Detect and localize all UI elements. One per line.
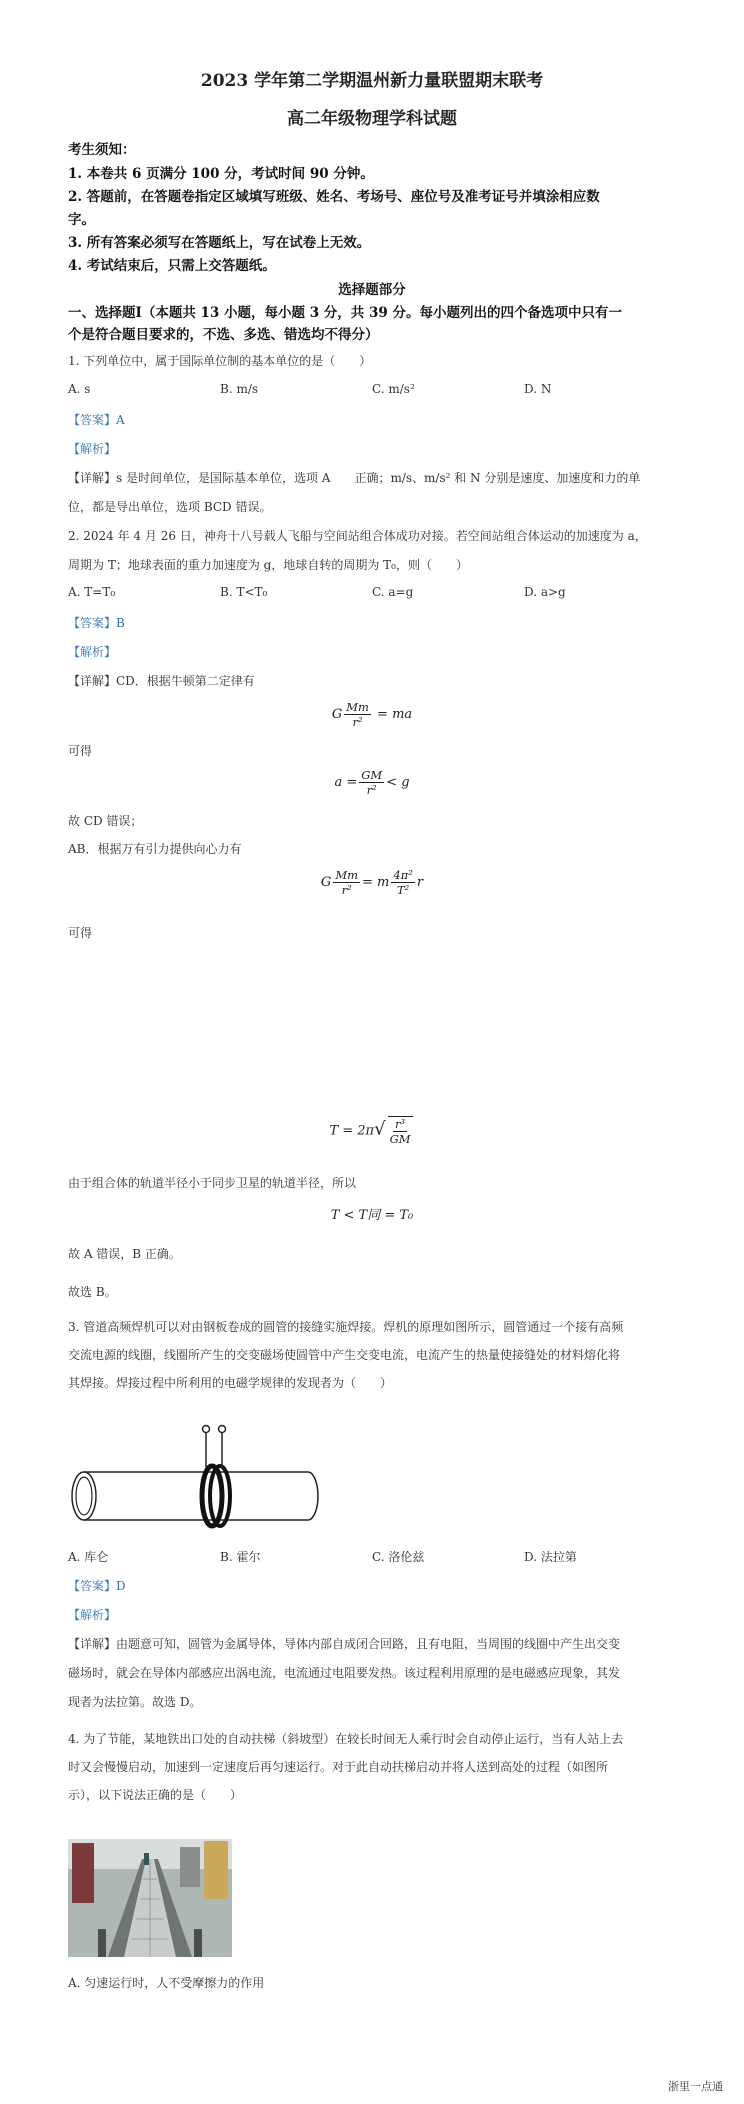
q4-stem: 4. 为了节能，某地铁出口处的自动扶梯（斜坡型）在较长时间无人乘行时会自动停止运行，当有人站上去: [68, 1732, 624, 1746]
q1-stem: 1. 下列单位中，属于国际单位制的基本单位的是（ ）: [68, 354, 372, 368]
q2-option-b: B. T<T₀: [220, 585, 268, 599]
q2-kede2: 可得: [68, 926, 93, 940]
equation-acceleration: a = $\frac{GM}{\text{r²}}$ < g: [334, 768, 410, 797]
equation-compare: T < T同 = T₀: [330, 1208, 414, 1223]
q3-stem-cont2: 其焊接。焊接过程中所利用的电磁学规律的发现者为（ ）: [68, 1376, 393, 1390]
q3-detail-cont: 磁场时，就会在导体内部感应出涡电流，电流通过电阻要发热。该过程利用原理的是电磁感应现象，其发: [68, 1666, 621, 1680]
q1-detail-cont: 位，都是导出单位，选项 BCD 错误。: [68, 500, 272, 514]
q1-analysis-tag: 【解析】: [68, 442, 117, 456]
q2-final: 故选 B。: [68, 1285, 117, 1299]
q2-stem: 2. 2024 年 4 月 26 日，神舟十八号载人飞船与空间站组合体成功对接。若空间站组合体运动的加速度为 a，: [68, 529, 647, 543]
q2-conclusion-ab: 故 A 错误，B 正确。: [68, 1247, 181, 1261]
q2-ab: AB．根据万有引力提供向心力有: [68, 842, 242, 856]
exam-title: 2023 学年第二学期温州新力量联盟期末联考: [200, 71, 544, 91]
footer-watermark: 浙里一点通: [668, 2080, 723, 2093]
q1-option-c: C. m/s²: [372, 382, 415, 396]
section-heading: 一、选择题Ⅰ（本题共 13 小题，每小题 3 分，共 39 分。每小题列出的四个备选项中只有一: [68, 305, 622, 321]
notice-item: 1. 本卷共 6 页满分 100 分，考试时间 90 分钟。: [68, 166, 374, 182]
q4-option-a: A. 匀速运行时，人不受摩擦力的作用: [68, 1976, 265, 1990]
notice-item: 3. 所有答案必须写在答题纸上，写在试卷上无效。: [68, 235, 371, 251]
escalator-photo: [68, 1839, 232, 1957]
q2-conclusion-cd: 故 CD 错误；: [68, 814, 143, 828]
q2-option-c: C. a=g: [372, 585, 414, 599]
notice-item: 2. 答题前，在答题卷指定区域填写班级、姓名、考场号、座位号及准考证号并填涂相应数: [68, 189, 600, 205]
section-heading-cont: 个是符合题目要求的，不选、多选、错选均不得分）: [68, 327, 379, 343]
q2-option-a: A. T=T₀: [68, 585, 116, 599]
q3-analysis-tag: 【解析】: [68, 1608, 117, 1622]
equation-newton: G $\frac{Mm}{\text{r²}}$ = ma: [331, 700, 413, 729]
q1-answer: 【答案】A: [68, 413, 125, 427]
part-title: 选择题部分: [338, 282, 406, 298]
q2-stem-cont: 周期为 T；地球表面的重力加速度为 g，地球自转的周期为 T₀，则（ ）: [68, 558, 468, 572]
notice-item: 字。: [68, 212, 95, 228]
notice-heading: 考生须知：: [68, 142, 136, 158]
equation-gravitation: G $\frac{Mm}{\text{r²}}$ = m $\frac{\text{4π²}}{\text{T²}}$ r: [320, 868, 424, 897]
q3-answer: 【答案】D: [68, 1579, 126, 1593]
q3-detail: 【详解】由题意可知，圆管为金属导体，导体内部自成闭合回路，且有电阻，当周围的线圈中产生出交变: [68, 1637, 621, 1651]
q2-kede: 可得: [68, 744, 93, 758]
q2-answer: 【答案】B: [68, 616, 125, 630]
q4-stem-cont: 时又会慢慢启动，加速到一定速度后再匀速运行。对于此自动扶梯启动并将人送到高处的过程（如图所: [68, 1760, 609, 1774]
q3-option-c: C. 洛伦兹: [372, 1550, 425, 1564]
q1-detail: 【详解】s 是时间单位，是国际基本单位，选项 A 正确；m/s、m/s² 和 N 分别是速度、加速度和力的单: [68, 471, 641, 485]
q3-option-a: A. 库仑: [68, 1550, 109, 1564]
q3-detail-cont2: 现者为法拉第。故选 D。: [68, 1695, 202, 1709]
q3-stem: 3. 管道高频焊机可以对由钢板卷成的圆管的接缝实施焊接。焊机的原理如图所示，圆管通过一个接有高频: [68, 1320, 624, 1334]
q2-reason: 由于组合体的轨道半径小于同步卫星的轨道半径，所以: [68, 1176, 357, 1190]
q2-analysis-tag: 【解析】: [68, 645, 117, 659]
exam-subtitle: 高二年级物理学科试题: [287, 109, 457, 129]
q1-option-b: B. m/s: [220, 382, 259, 396]
q4-stem-cont2: 示），以下说法正确的是（ ）: [68, 1788, 243, 1802]
pipe-coil-figure: [70, 1420, 320, 1535]
q2-option-d: D. a>g: [524, 585, 566, 599]
q3-option-d: D. 法拉第: [524, 1550, 577, 1564]
escalator-illustration: [68, 1839, 232, 1957]
q1-option-a: A. s: [68, 382, 91, 396]
notice-item: 4. 考试结束后，只需上交答题纸。: [68, 258, 276, 274]
q3-stem-cont: 交流电源的线圈，线圈所产生的交变磁场使圆管中产生交变电流，电流产生的热量使接缝处的材料熔化将: [68, 1348, 621, 1362]
q2-detail-cd: 【详解】CD．根据牛顿第二定律有: [68, 674, 255, 688]
q1-option-d: D. N: [524, 382, 552, 396]
equation-period: T = 2π√ $\frac{\text{r³}}{GM}$: [329, 1117, 411, 1146]
q3-option-b: B. 霍尔: [220, 1550, 261, 1564]
